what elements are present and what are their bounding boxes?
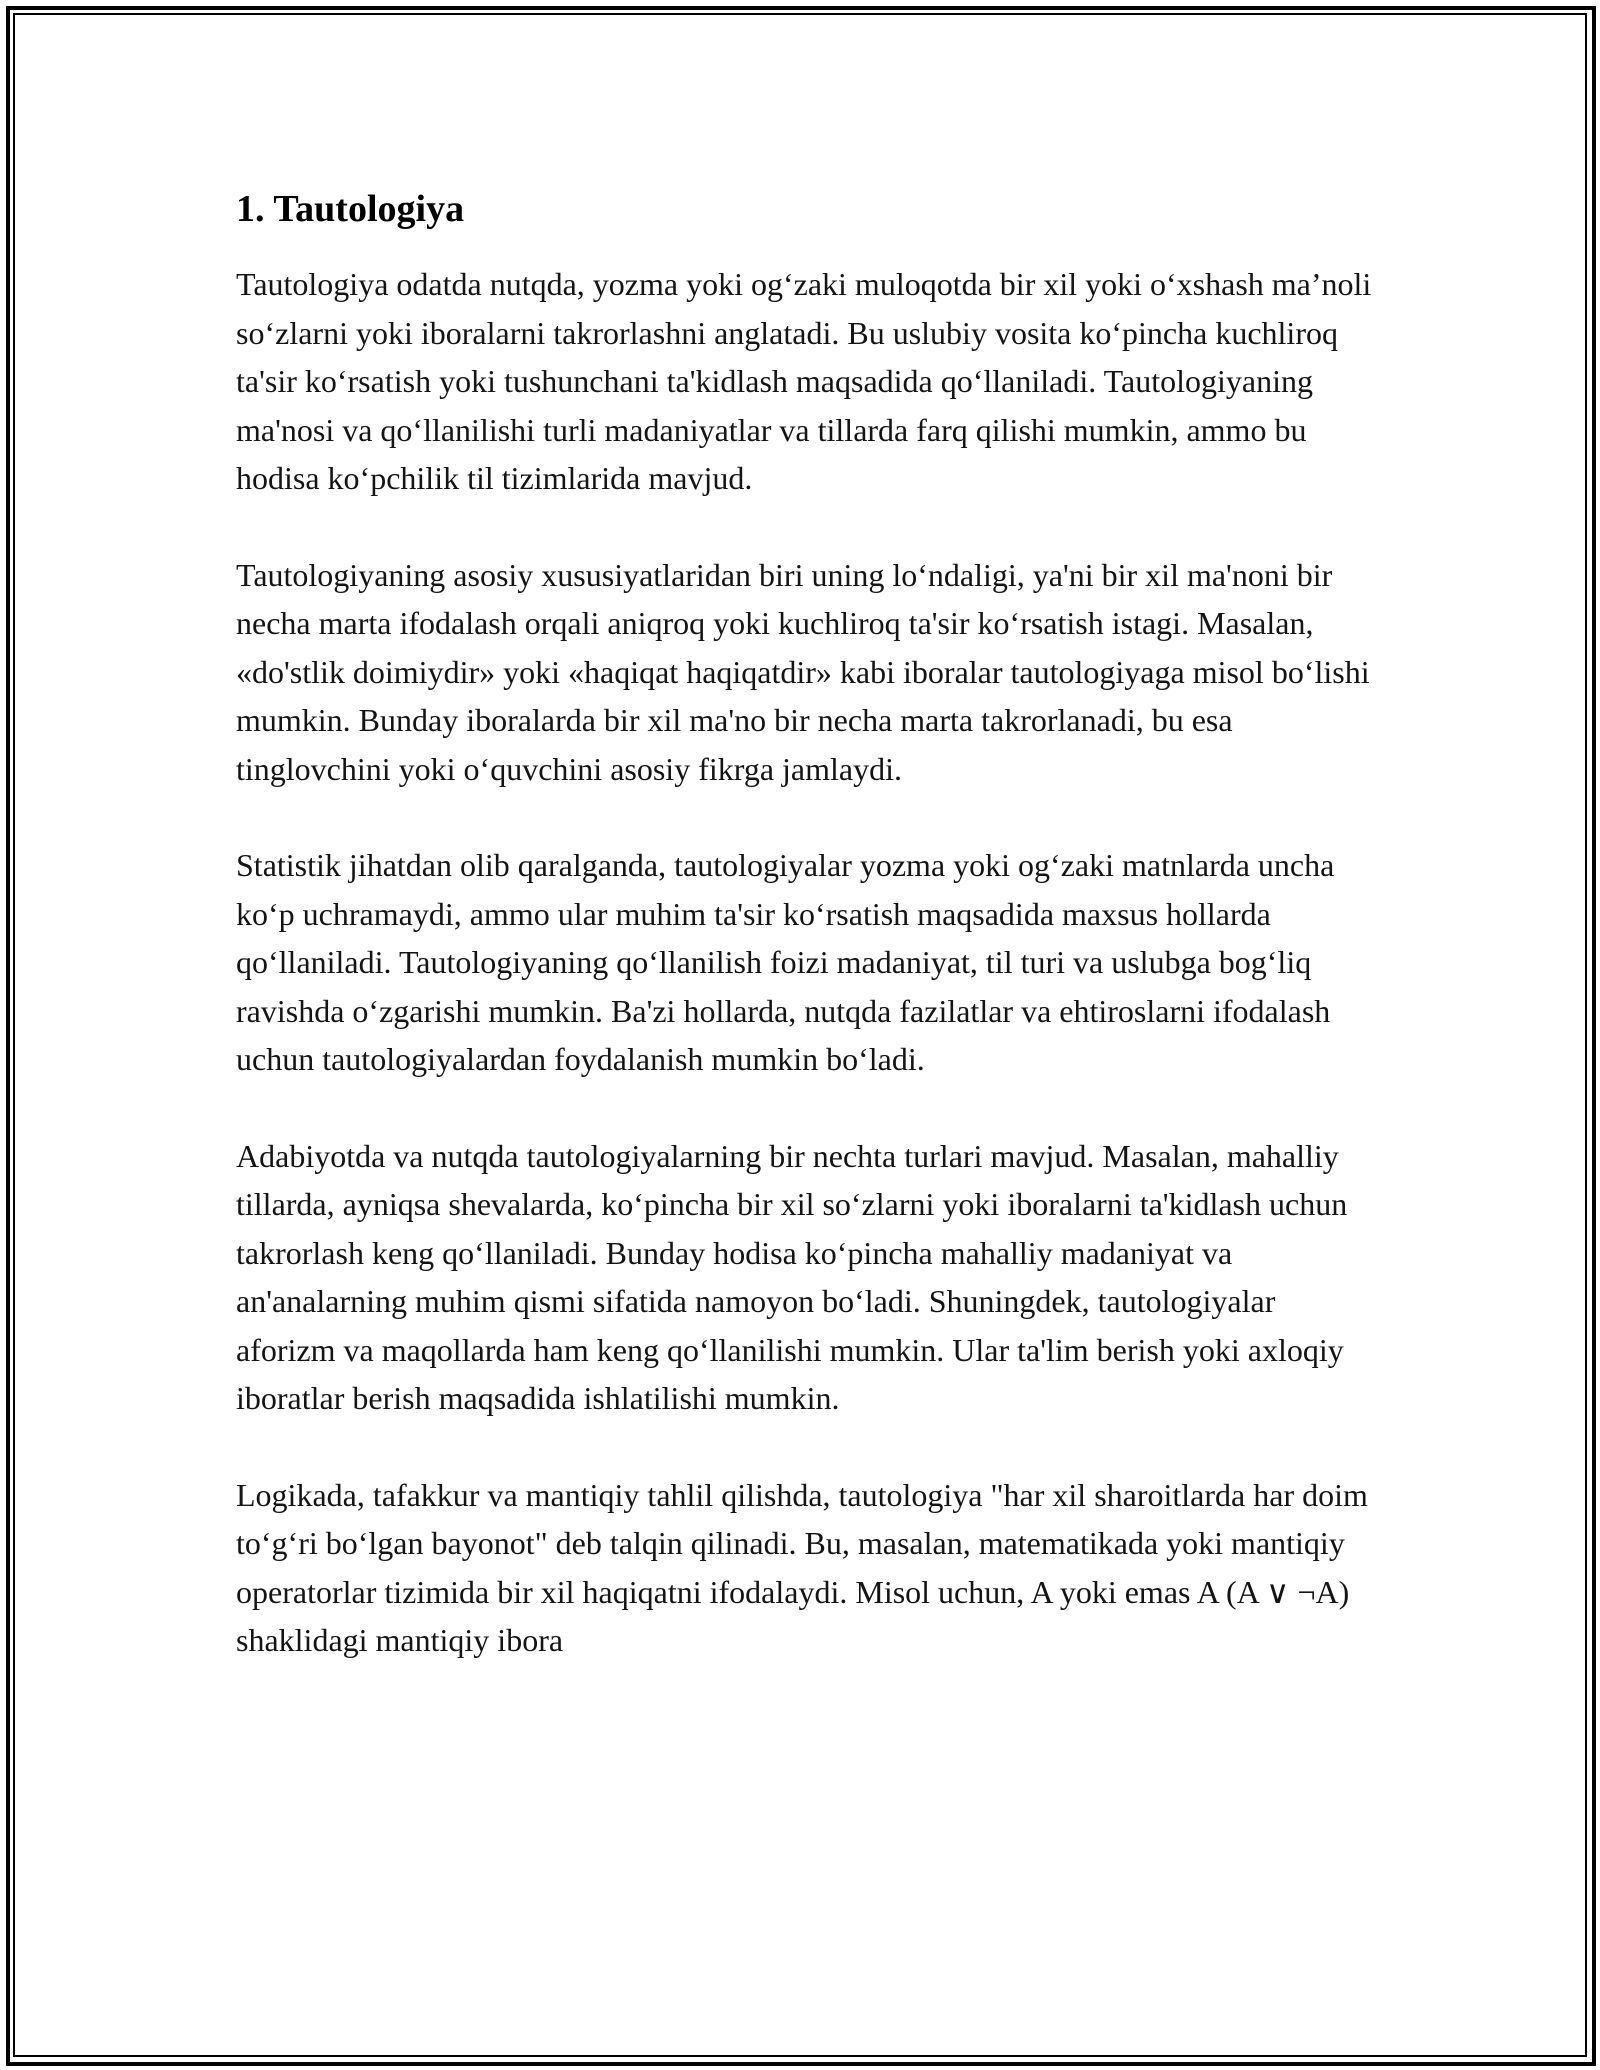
- paragraph-2: Tautologiyaning asosiy xususiyatlaridan biri uning lo‘ndaligi, ya'ni bir xil ma'noni bir necha marta ifodalash orqali aniqroq yoki kuchliroq ta'sir ko‘rsatish istagi. Masalan, «do'stlik doimiydir» yoki «haqiqat haqiqatdir» kabi iboralar tautologiyaga misol bo‘lishi mumkin. Bunday iboralarda bir xil ma'no bir necha marta takrorlanadi, bu esa tinglovchini yoki o‘quvchini asosiy fikrga jamlaydi.: [236, 556, 1370, 787]
- paragraph-1: Tautologiya odatda nutqda, yozma yoki og‘zaki muloqotda bir xil yoki o‘xshash ma’noli so‘zlarni yoki iboralarni takrorlashni anglatadi. Bu uslubiy vosita ko‘pincha kuchliroq ta'sir ko‘rsatish yoki tushunchani ta'kidlash maqsadida qo‘llaniladi. Tautologiyaning ma'nosi va qo‘llanilishi turli madaniyatlar va tillarda farq qilishi mumkin, ammo bu hodisa ko‘pchilik til tizimlarida mavjud.: [236, 266, 1372, 496]
- document-body: [236, 186, 1376, 1665]
- paragraph-4: Adabiyotda va nutqda tautologiyalarning bir nechta turlari mavjud. Masalan, mahalliy tillarda, ayniqsa shevalarda, ko‘pincha bir xil so‘zlarni yoki iboralarni ta'kidlash uchun takrorlash keng qo‘llaniladi. Bunday hodisa ko‘pincha mahalliy madaniyat va an'analarning muhim qismi sifatida namoyon bo‘ladi. Shuningdek, tautologiyalar aforizm va maqollarda ham keng qo‘llanilishi mumkin. Ular ta'lim berish yoki axloqiy iboratlar berish maqsadida ishlatilishi mumkin.: [236, 1137, 1348, 1416]
- paragraph-3: Statistik jihatdan olib qaralganda, tautologiyalar yozma yoki og‘zaki matnlarda uncha ko‘p uchramaydi, ammo ular muhim ta'sir ko‘rsatish maqsadida maxsus hollarda qo‘llaniladi. Tautologiyaning qo‘llanilish foizi madaniyat, til turi va uslubga bog‘liq ravishda o‘zgarishi mumkin. Ba'zi hollarda, nutqda fazilatlar va ehtiroslarni ifodalash uchun tautologiyalardan foydalanish mumkin bo‘ladi.: [236, 847, 1335, 1077]
- paragraph-5: Logikada, tafakkur va mantiqiy tahlil qilishda, tautologiya "har xil sharoitlarda har doim to‘g‘ri bo‘lgan bayonot" deb talqin qilinadi. Bu, masalan, matematikada yoki mantiqiy operatorlar tizimida bir xil haqiqatni ifodalaydi. Misol uchun, A yoki emas A (A ∨ ¬A) shaklidagi mantiqiy ibora: [236, 1476, 1368, 1658]
- section-heading: 1. Tautologiya: [236, 188, 465, 230]
